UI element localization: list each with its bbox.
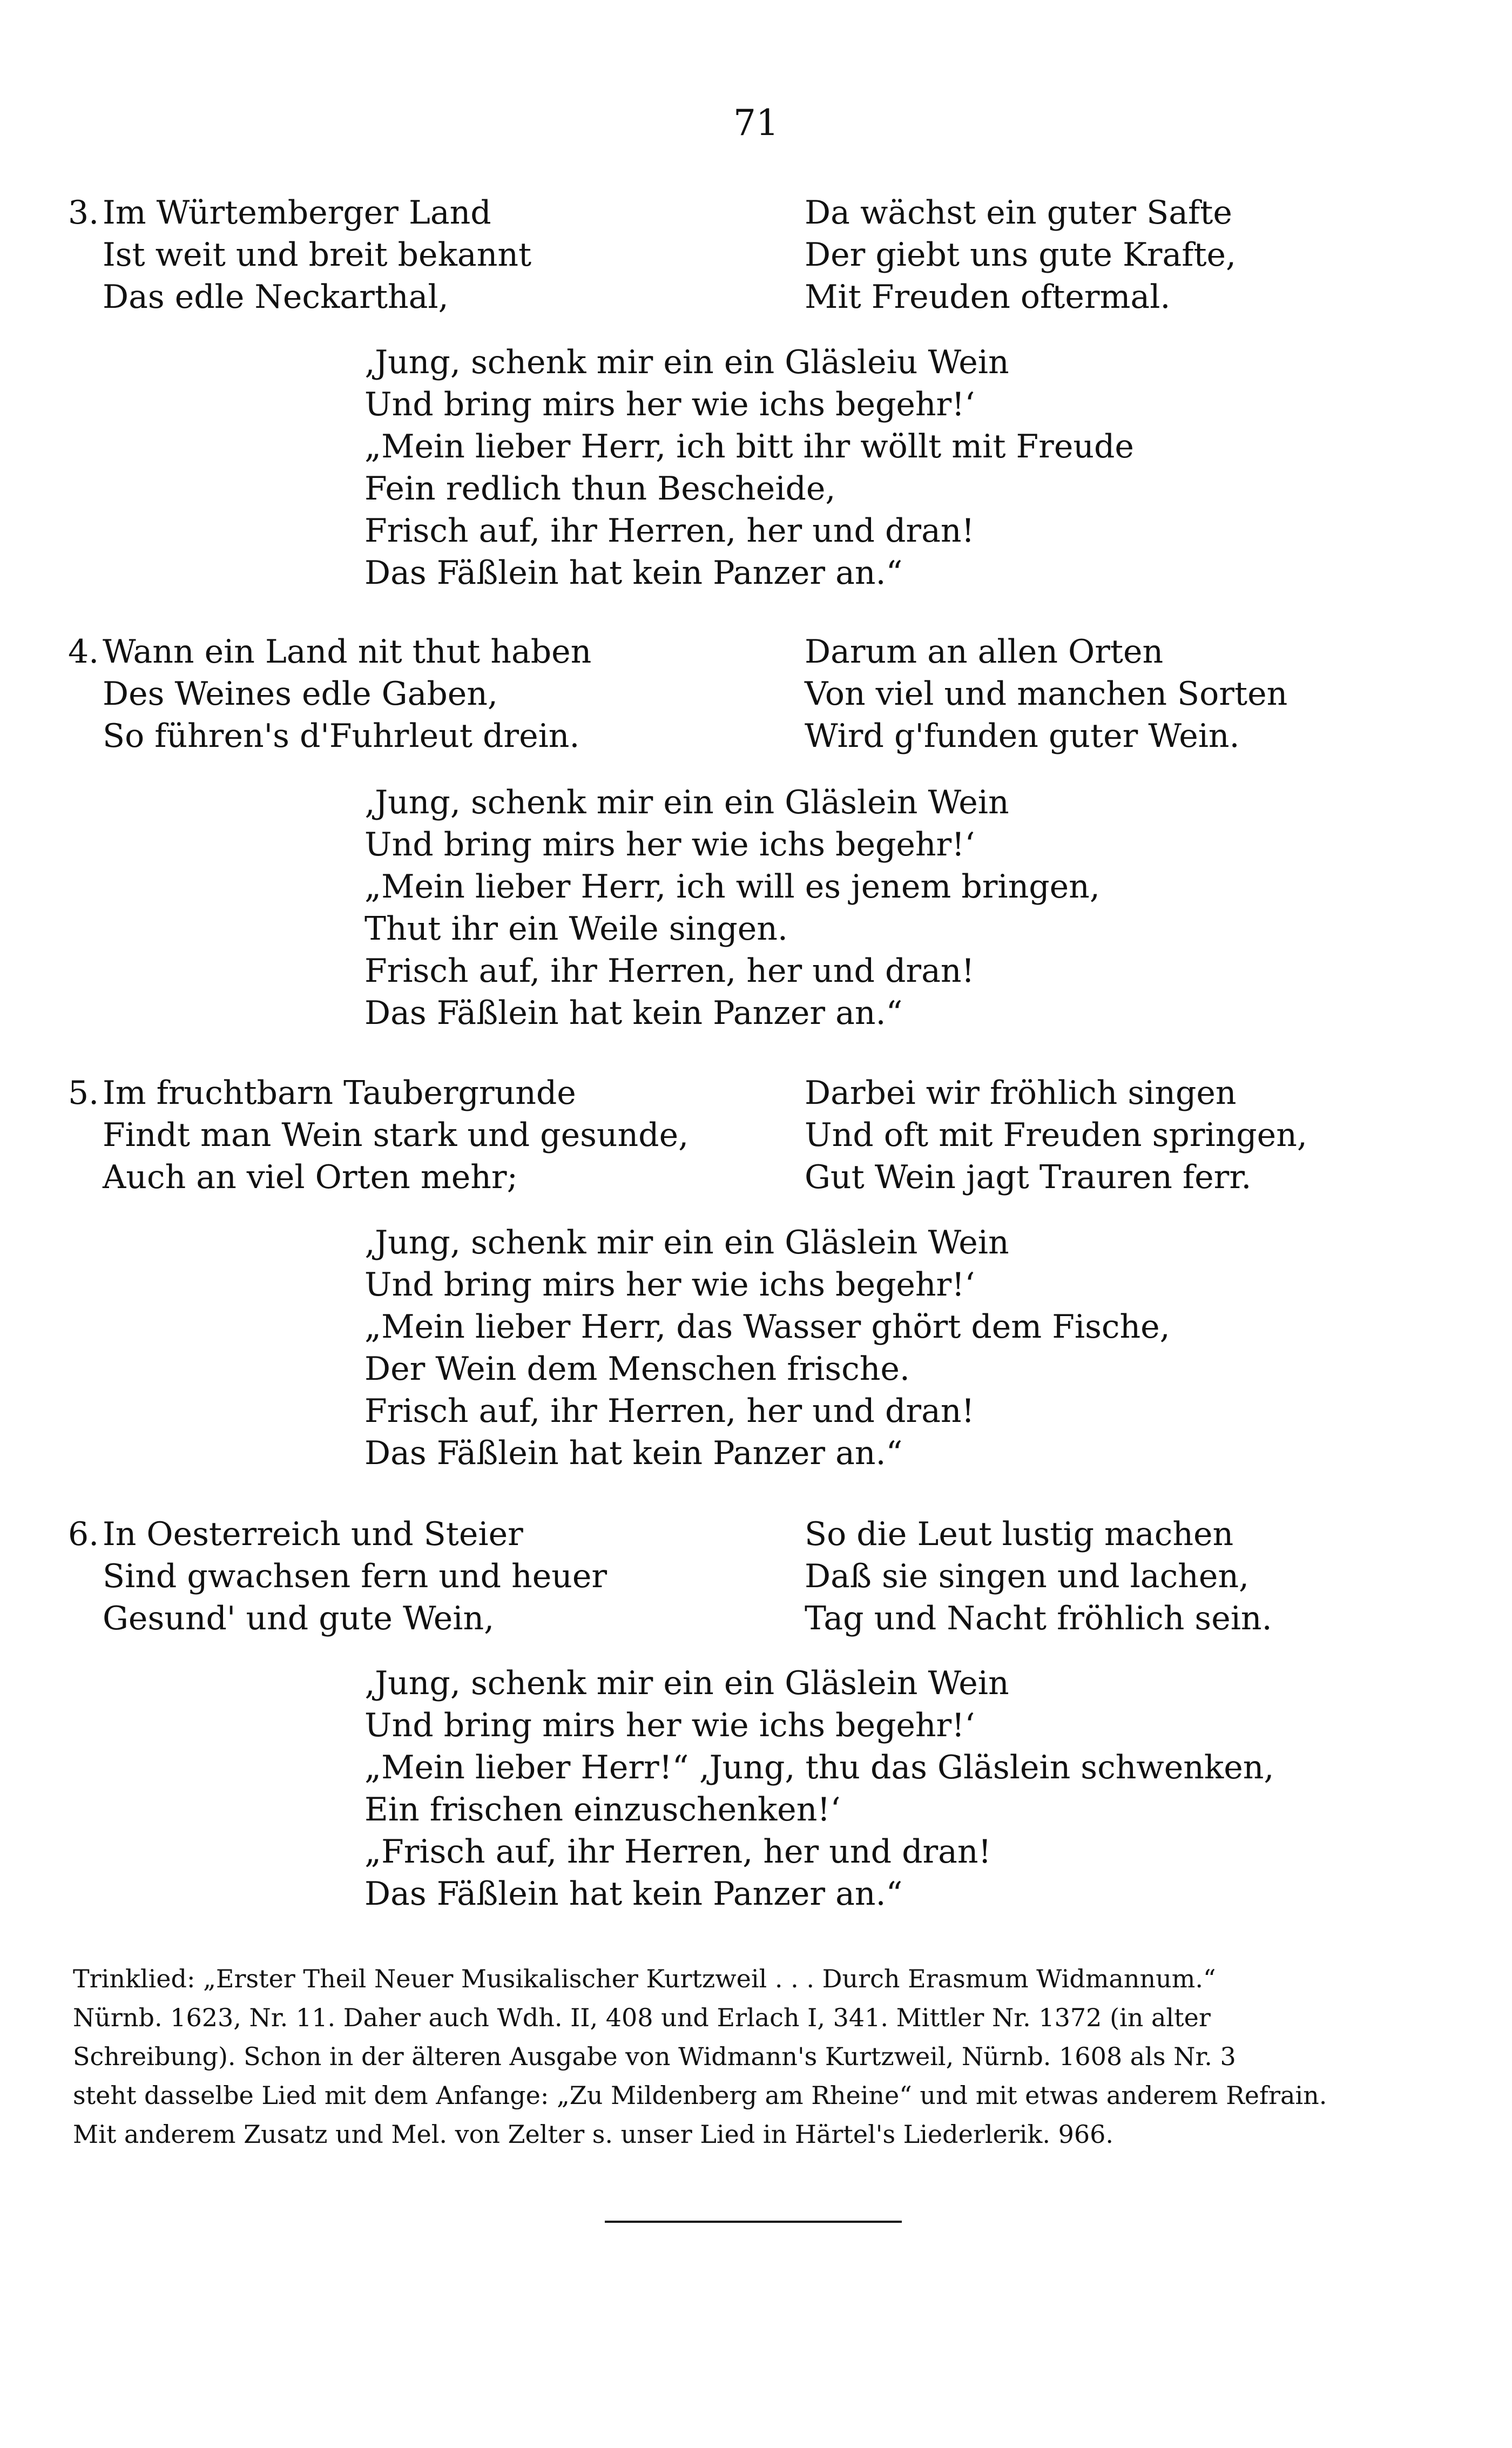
stanza-right-column bbox=[805, 1072, 1453, 1198]
verse-line: Der giebt uns gute Krafte, bbox=[805, 236, 1237, 274]
verse-number: 6. bbox=[68, 1515, 99, 1553]
chorus-3 bbox=[364, 341, 1390, 594]
footnote-line: Mit anderem Zusatz und Mel. von Zelter s. unser Lied in Härtel's Liederlerik. 966. bbox=[73, 2120, 1113, 2149]
verse-line: Von viel und manchen Sorten bbox=[805, 675, 1288, 713]
chorus-line: Der Wein dem Menschen frische. bbox=[364, 1350, 910, 1388]
verse-line: Daß sie singen und lachen, bbox=[805, 1557, 1250, 1595]
verse-line: Und oft mit Freuden springen, bbox=[805, 1116, 1307, 1154]
chorus-line: „Mein lieber Herr, ich bitt ihr wöllt mit Freude bbox=[364, 428, 1134, 466]
chorus-line: Frisch auf, ihr Herren, her und dran! bbox=[364, 1392, 975, 1430]
verse-number: 4. bbox=[68, 633, 99, 671]
verse-line: Gesund' und gute Wein, bbox=[103, 1600, 495, 1637]
verse-line: So führen's d'Fuhrleut drein. bbox=[103, 717, 580, 755]
verse-line: Gut Wein jagt Trauren ferr. bbox=[805, 1158, 1252, 1196]
verse-line: Tag und Nacht fröhlich sein. bbox=[805, 1600, 1272, 1637]
stanza-right-column bbox=[805, 1513, 1453, 1640]
verse-line: Da wächst ein guter Safte bbox=[805, 194, 1232, 232]
verse-line: Im fruchtbarn Taubergrunde bbox=[103, 1074, 576, 1112]
verse-number: 3. bbox=[68, 194, 99, 232]
verse-line: So die Leut lustig machen bbox=[805, 1515, 1234, 1553]
chorus-line: ‚Jung, schenk mir ein ein Gläsleiu Wein bbox=[364, 343, 1009, 381]
stanza-left-column bbox=[103, 192, 740, 318]
chorus-line: Und bring mirs her wie ichs begehr!‘ bbox=[364, 826, 975, 864]
chorus-line: Das Fäßlein hat kein Panzer an.“ bbox=[364, 1875, 903, 1913]
page-number: 71 bbox=[733, 102, 779, 144]
stanza-3 bbox=[0, 192, 1512, 327]
chorus-line: ‚Jung, schenk mir ein ein Gläslein Wein bbox=[364, 1224, 1009, 1262]
verse-line: Auch an viel Orten mehr; bbox=[103, 1158, 518, 1196]
verse-number: 5. bbox=[68, 1074, 99, 1112]
chorus-line: Und bring mirs her wie ichs begehr!‘ bbox=[364, 1707, 975, 1744]
footnote bbox=[73, 1959, 1444, 2154]
chorus-line: „Mein lieber Herr!“ ‚Jung, thu das Gläslein schwenken, bbox=[364, 1749, 1274, 1786]
verse-line: Mit Freuden oftermal. bbox=[805, 278, 1171, 316]
chorus-line: Das Fäßlein hat kein Panzer an.“ bbox=[364, 1434, 903, 1472]
verse-line: Des Weines edle Gaben, bbox=[103, 675, 498, 713]
stanza-right-column bbox=[805, 192, 1453, 318]
chorus-line: Das Fäßlein hat kein Panzer an.“ bbox=[364, 554, 903, 592]
verse-line: Wird g'funden guter Wein. bbox=[805, 717, 1240, 755]
footnote-line: steht dasselbe Lied mit dem Anfange: „Zu Mildenberg am Rheine“ und mit etwas anderem Refrain. bbox=[73, 2081, 1327, 2110]
chorus-line: Frisch auf, ihr Herren, her und dran! bbox=[364, 512, 975, 550]
verse-line: Darum an allen Orten bbox=[805, 633, 1164, 671]
verse-line: Findt man Wein stark und gesunde, bbox=[103, 1116, 689, 1154]
stanza-left-column bbox=[103, 1513, 740, 1640]
chorus-line: Das Fäßlein hat kein Panzer an.“ bbox=[364, 994, 903, 1032]
footnote-line: Trinklied: „Erster Theil Neuer Musikalischer Kurtzweil . . . Durch Erasmum Widmannum.“ bbox=[73, 1964, 1216, 1993]
chorus-line: Und bring mirs her wie ichs begehr!‘ bbox=[364, 1266, 975, 1304]
chorus-6 bbox=[364, 1662, 1390, 1915]
verse-line: Wann ein Land nit thut haben bbox=[103, 633, 592, 671]
chorus-line: Thut ihr ein Weile singen. bbox=[364, 910, 788, 948]
chorus-line: „Mein lieber Herr, das Wasser ghört dem Fische, bbox=[364, 1308, 1170, 1346]
chorus-line: „Frisch auf, ihr Herren, her und dran! bbox=[364, 1833, 991, 1871]
stanza-left-column bbox=[103, 1072, 740, 1198]
stanza-right-column bbox=[805, 631, 1453, 757]
stanza-5 bbox=[0, 1072, 1512, 1207]
verse-line: Im Würtemberger Land bbox=[103, 194, 491, 232]
verse-line: Ist weit und breit bekannt bbox=[103, 236, 532, 274]
chorus-line: Und bring mirs her wie ichs begehr!‘ bbox=[364, 386, 975, 423]
verse-line: In Oesterreich und Steier bbox=[103, 1515, 523, 1553]
verse-line: Sind gwachsen fern und heuer bbox=[103, 1557, 608, 1595]
stanza-4 bbox=[0, 631, 1512, 766]
chorus-line: Ein frischen einzuschenken!‘ bbox=[364, 1791, 841, 1829]
end-rule bbox=[605, 2221, 902, 2223]
chorus-line: Fein redlich thun Bescheide, bbox=[364, 470, 836, 508]
chorus-line: „Mein lieber Herr, ich will es jenem bringen, bbox=[364, 868, 1100, 906]
chorus-line: ‚Jung, schenk mir ein ein Gläslein Wein bbox=[364, 1664, 1009, 1702]
footnote-line: Nürnb. 1623, Nr. 11. Daher auch Wdh. II, 408 und Erlach I, 341. Mittler Nr. 1372 (in alter bbox=[73, 2003, 1211, 2032]
chorus-line: ‚Jung, schenk mir ein ein Gläslein Wein bbox=[364, 784, 1009, 821]
chorus-line: Frisch auf, ihr Herren, her und dran! bbox=[364, 952, 975, 990]
stanza-left-column bbox=[103, 631, 740, 757]
verse-line: Das edle Neckarthal, bbox=[103, 278, 449, 316]
stanza-6 bbox=[0, 1513, 1512, 1648]
chorus-5 bbox=[364, 1222, 1390, 1474]
chorus-4 bbox=[364, 781, 1390, 1034]
verse-line: Darbei wir fröhlich singen bbox=[805, 1074, 1237, 1112]
footnote-line: Schreibung). Schon in der älteren Ausgabe von Widmann's Kurtzweil, Nürnb. 1608 als Nr. 3 bbox=[73, 2042, 1236, 2071]
